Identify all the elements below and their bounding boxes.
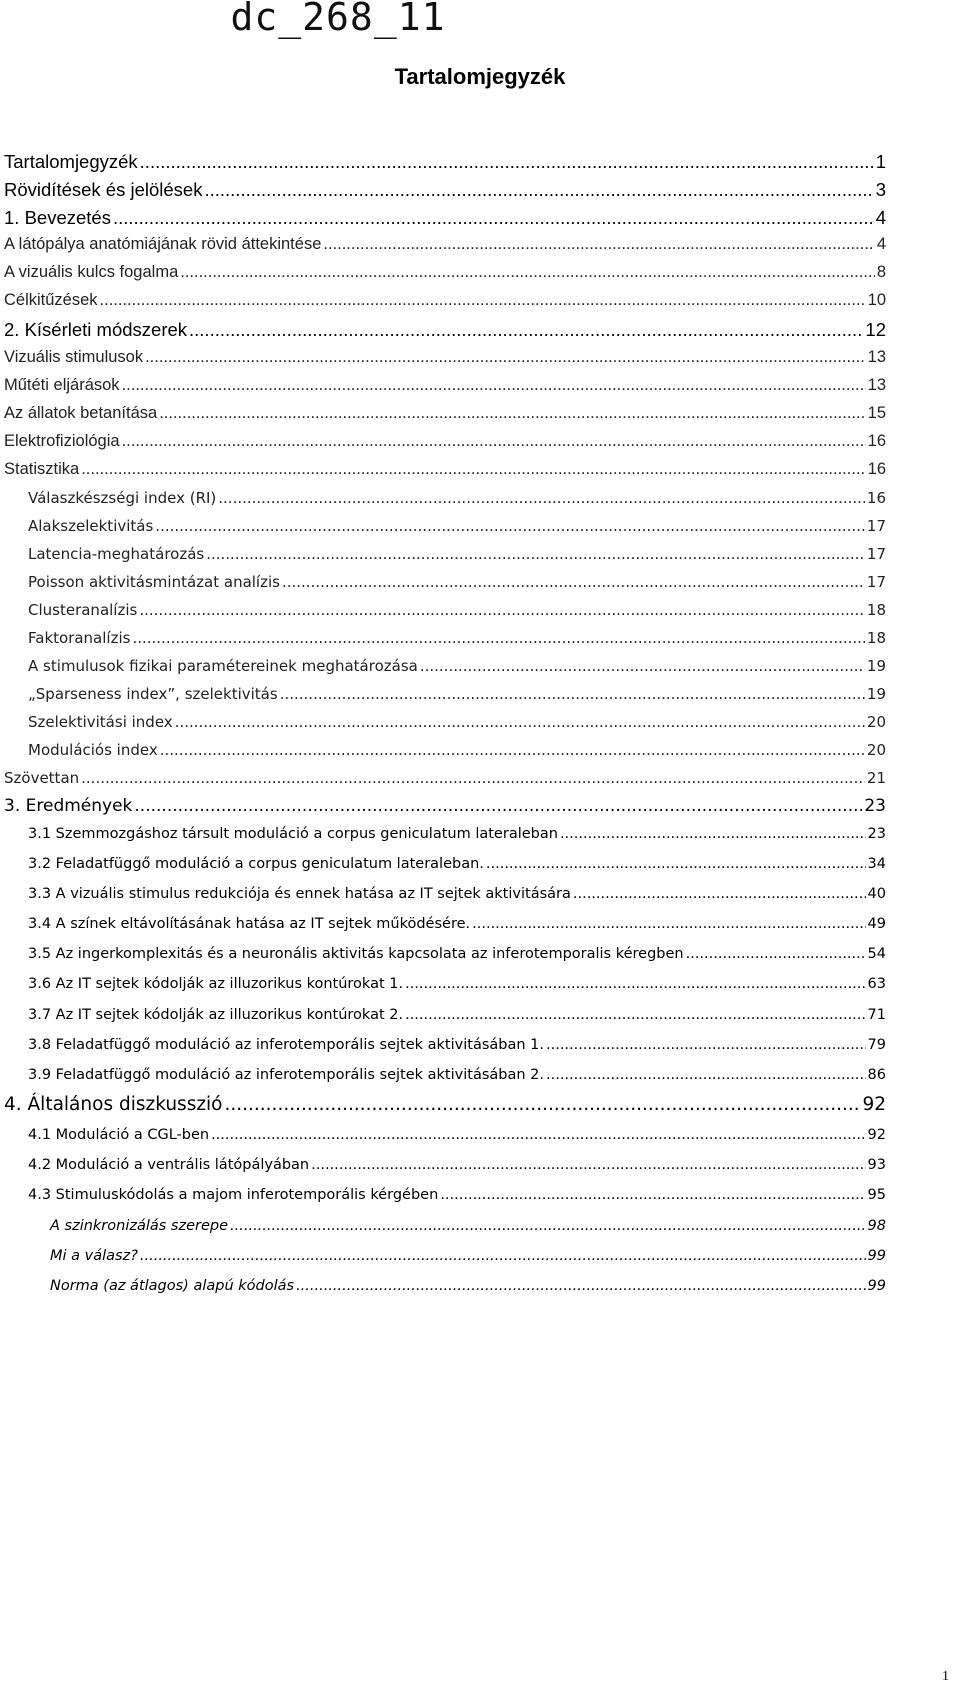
toc-entry[interactable] bbox=[28, 1127, 886, 1143]
toc-entry-label: 3.2 Feladatfüggő moduláció a corpus geniculatum lateraleban. bbox=[28, 856, 484, 872]
toc-entry[interactable] bbox=[50, 1278, 886, 1294]
toc-entry[interactable] bbox=[28, 976, 886, 992]
toc-entry[interactable] bbox=[28, 601, 886, 619]
toc-entry-page: 17 bbox=[866, 517, 886, 535]
toc-entry[interactable] bbox=[4, 404, 886, 423]
toc-entry-page: 99 bbox=[867, 1248, 886, 1264]
toc-leader bbox=[405, 976, 865, 992]
toc-entry-label: A stimulusok fizikai paramétereinek meghatározása bbox=[28, 657, 418, 675]
toc-leader bbox=[486, 856, 866, 872]
toc-entry-label: 3.6 Az IT sejtek kódolják az illuzorikus kontúrokat 1. bbox=[28, 976, 404, 992]
toc-entry-label: Rövidítések és jelölések bbox=[4, 179, 203, 200]
toc-entry[interactable] bbox=[28, 1067, 886, 1083]
toc-entry-label: 3.3 A vizuális stimulus redukciója és ennek hatása az IT sejtek aktivitására bbox=[28, 886, 571, 902]
toc-leader bbox=[573, 886, 866, 902]
toc-entry-label: Vizuális stimulusok bbox=[4, 348, 144, 366]
toc-entry[interactable] bbox=[28, 629, 886, 647]
toc-leader bbox=[81, 460, 865, 479]
toc-leader bbox=[159, 404, 865, 423]
toc-entry[interactable] bbox=[28, 573, 886, 591]
toc-entry[interactable] bbox=[28, 916, 886, 932]
toc-entry[interactable] bbox=[28, 545, 886, 563]
toc-leader bbox=[155, 517, 865, 535]
toc-entry-label: 4.2 Moduláció a ventrális látópályában bbox=[28, 1157, 310, 1173]
toc-leader bbox=[686, 946, 866, 962]
toc-entry-page: 4 bbox=[876, 235, 886, 253]
toc-entry-label: 3.5 Az ingerkomplexitás és a neuronális aktivitás kapcsolata az inferotemporalis kéregben bbox=[28, 946, 684, 962]
toc-entry-page: 18 bbox=[866, 601, 886, 619]
toc-leader bbox=[280, 685, 865, 703]
toc-leader bbox=[140, 151, 874, 173]
toc-entry[interactable] bbox=[4, 348, 886, 367]
toc-entry[interactable] bbox=[4, 376, 886, 395]
toc-leader bbox=[206, 545, 865, 563]
toc-leader bbox=[230, 1218, 866, 1234]
toc-leader bbox=[296, 1278, 865, 1294]
toc-entry-label: 3.9 Feladatfüggő moduláció az inferotemporális sejtek aktivitásában 2. bbox=[28, 1067, 544, 1083]
toc-entry-page: 19 bbox=[866, 657, 886, 675]
toc-leader bbox=[113, 207, 874, 229]
toc-entry-page: 1 bbox=[875, 151, 886, 172]
toc-leader bbox=[132, 629, 864, 647]
toc-entry-page: 19 bbox=[866, 685, 886, 703]
toc-entry-page: 40 bbox=[867, 886, 886, 902]
toc-entry-page: 71 bbox=[867, 1007, 886, 1023]
toc-leader bbox=[311, 1157, 865, 1173]
toc-entry-label: Modulációs index bbox=[28, 741, 158, 759]
toc-entry-label: 3.1 Szemmozgáshoz társult moduláció a corpus geniculatum lateraleban bbox=[28, 826, 558, 842]
toc-entry-page: 20 bbox=[866, 741, 886, 759]
toc-leader bbox=[560, 826, 866, 842]
toc-entry-label: Faktoranalízis bbox=[28, 629, 131, 647]
toc-entry[interactable] bbox=[4, 151, 886, 173]
toc-entry-page: 34 bbox=[867, 856, 886, 872]
toc-leader bbox=[218, 489, 865, 507]
toc-entry[interactable] bbox=[28, 741, 886, 759]
toc-leader bbox=[204, 179, 873, 201]
toc-leader bbox=[405, 1007, 865, 1023]
toc-leader bbox=[420, 657, 865, 675]
toc-entry-page: 10 bbox=[867, 291, 886, 309]
toc-leader bbox=[160, 741, 865, 759]
toc-entry[interactable] bbox=[28, 685, 886, 703]
document-id: dc_268_11 bbox=[230, 0, 446, 39]
toc-entry-label: Poisson aktivitásmintázat analízis bbox=[28, 573, 280, 591]
toc-leader bbox=[472, 916, 865, 932]
toc-entry[interactable] bbox=[28, 713, 886, 731]
toc-leader bbox=[175, 713, 865, 731]
toc-entry-label: 4.3 Stimuluskódolás a majom inferotemporális kérgében bbox=[28, 1187, 439, 1203]
toc-leader bbox=[134, 796, 862, 816]
toc-entry[interactable] bbox=[4, 179, 886, 201]
toc-entry-page: 49 bbox=[867, 916, 886, 932]
toc-entry[interactable] bbox=[28, 1037, 886, 1053]
toc-leader bbox=[100, 291, 866, 310]
toc-entry[interactable] bbox=[28, 946, 886, 962]
toc-entry-page: 3 bbox=[875, 179, 886, 200]
toc-leader bbox=[546, 1037, 866, 1053]
toc-leader bbox=[225, 1094, 861, 1115]
toc-leader bbox=[282, 573, 865, 591]
toc-entry-label: A vizuális kulcs fogalma bbox=[4, 263, 179, 281]
toc-entry[interactable] bbox=[28, 517, 886, 535]
toc-entry-page: 86 bbox=[867, 1067, 886, 1083]
toc-entry[interactable] bbox=[28, 1007, 886, 1023]
toc-entry-page: 15 bbox=[867, 404, 886, 422]
toc-leader bbox=[440, 1187, 865, 1203]
toc-entry-label: Műtéti eljárások bbox=[4, 376, 120, 394]
toc-entry-label: Mi a válasz? bbox=[50, 1248, 138, 1264]
toc-entry[interactable] bbox=[50, 1218, 886, 1234]
toc-entry-page: 13 bbox=[867, 376, 886, 394]
toc-entry-label: 4.1 Moduláció a CGL-ben bbox=[28, 1127, 210, 1143]
toc-entry-page: 4 bbox=[875, 207, 886, 228]
toc-entry-page: 16 bbox=[866, 489, 886, 507]
toc-title: Tartalomjegyzék bbox=[394, 64, 566, 89]
toc-entry-page: 63 bbox=[867, 976, 886, 992]
toc-entry-page: 8 bbox=[876, 263, 886, 281]
toc-entry-label: Latencia-meghatározás bbox=[28, 545, 205, 563]
toc-entry-page: 79 bbox=[867, 1037, 886, 1053]
toc-entry-label: Az állatok betanítása bbox=[4, 404, 158, 422]
toc-entry[interactable] bbox=[4, 291, 886, 310]
toc-entry[interactable] bbox=[28, 1157, 886, 1173]
toc-entry[interactable] bbox=[4, 769, 886, 787]
toc-leader bbox=[122, 376, 866, 395]
toc-entry-label: „Sparseness index”, szelektivitás bbox=[28, 685, 278, 703]
toc-entry-page: 17 bbox=[866, 545, 886, 563]
toc-entry[interactable] bbox=[28, 657, 886, 675]
toc-entry-label: 1. Bevezetés bbox=[4, 207, 111, 228]
toc-entry[interactable] bbox=[28, 856, 886, 872]
toc-entry-page: 98 bbox=[867, 1218, 886, 1234]
toc-entry[interactable] bbox=[28, 1187, 886, 1203]
toc-entry-label: 3.4 A színek eltávolításának hatása az IT sejtek működésére. bbox=[28, 916, 471, 932]
toc-entry-page: 20 bbox=[866, 713, 886, 731]
toc-entry-label: Tartalomjegyzék bbox=[4, 151, 138, 172]
toc-entry-label: Elektrofiziológia bbox=[4, 432, 120, 450]
toc-entry[interactable] bbox=[4, 432, 886, 451]
toc-entry-label: 3.7 Az IT sejtek kódolják az illuzorikus kontúrokat 2. bbox=[28, 1007, 404, 1023]
toc-entry-page: 23 bbox=[864, 796, 886, 816]
toc-entry-label: Szövettan bbox=[4, 769, 80, 787]
toc-entry-page: 92 bbox=[867, 1127, 886, 1143]
toc-entry[interactable] bbox=[50, 1248, 886, 1264]
toc-entry[interactable] bbox=[4, 207, 886, 229]
toc-entry-page: 16 bbox=[867, 432, 886, 450]
toc-entry[interactable] bbox=[4, 460, 886, 479]
toc-entry[interactable] bbox=[4, 235, 886, 254]
toc-entry[interactable] bbox=[28, 886, 886, 902]
toc-entry-page: 95 bbox=[867, 1187, 886, 1203]
toc-entry-page: 18 bbox=[866, 629, 886, 647]
toc-leader bbox=[122, 432, 866, 451]
toc-entry-page: 99 bbox=[867, 1278, 886, 1294]
toc-entry-page: 93 bbox=[867, 1157, 886, 1173]
toc-entry-label: Célkitűzések bbox=[4, 291, 98, 309]
toc-entry-label: Szelektivitási index bbox=[28, 713, 173, 731]
toc-entry[interactable] bbox=[4, 319, 886, 341]
toc-leader bbox=[211, 1127, 865, 1143]
toc-leader bbox=[180, 263, 875, 282]
toc-entry-label: Statisztika bbox=[4, 460, 80, 478]
page-number: 1 bbox=[942, 1669, 949, 1684]
toc-leader bbox=[189, 319, 863, 341]
toc-entry-page: 23 bbox=[867, 826, 886, 842]
toc-entry[interactable] bbox=[4, 263, 886, 282]
toc-entry-page: 16 bbox=[867, 460, 886, 478]
toc-entry-label: Alakszelektivitás bbox=[28, 517, 154, 535]
toc-entry-label: A szinkronizálás szerepe bbox=[50, 1218, 229, 1234]
toc-leader bbox=[145, 348, 866, 367]
toc-entry[interactable] bbox=[28, 826, 886, 842]
toc-leader bbox=[139, 601, 865, 619]
toc-entry-page: 17 bbox=[866, 573, 886, 591]
toc-leader bbox=[323, 235, 874, 254]
toc-entry-label: 2. Kísérleti módszerek bbox=[4, 319, 188, 340]
toc-leader bbox=[140, 1248, 866, 1264]
toc-entry-label: 3.8 Feladatfüggő moduláció az inferotemporális sejtek aktivitásában 1. bbox=[28, 1037, 544, 1053]
toc-entry-page: 21 bbox=[866, 769, 886, 787]
toc-leader bbox=[546, 1067, 866, 1083]
toc-entry-label: Norma (az átlagos) alapú kódolás bbox=[50, 1278, 295, 1294]
toc-entry-page: 54 bbox=[867, 946, 886, 962]
toc-entry-label: Válaszkészségi index (RI) bbox=[28, 489, 217, 507]
toc-entry-page: 92 bbox=[862, 1094, 886, 1115]
toc-entry-page: 13 bbox=[867, 348, 886, 366]
toc-entry-label: 3. Eredmények bbox=[4, 796, 133, 816]
toc-entry-label: Clusteranalízis bbox=[28, 601, 138, 619]
toc-entry-page: 12 bbox=[865, 319, 886, 340]
toc-entry-label: 4. Általános diszkusszió bbox=[4, 1094, 223, 1115]
toc-entry[interactable] bbox=[4, 796, 886, 816]
toc-leader bbox=[81, 769, 865, 787]
toc-entry[interactable] bbox=[28, 489, 886, 507]
toc-entry[interactable] bbox=[4, 1094, 886, 1115]
toc-entry-label: A látópálya anatómiájának rövid áttekintése bbox=[4, 235, 322, 253]
